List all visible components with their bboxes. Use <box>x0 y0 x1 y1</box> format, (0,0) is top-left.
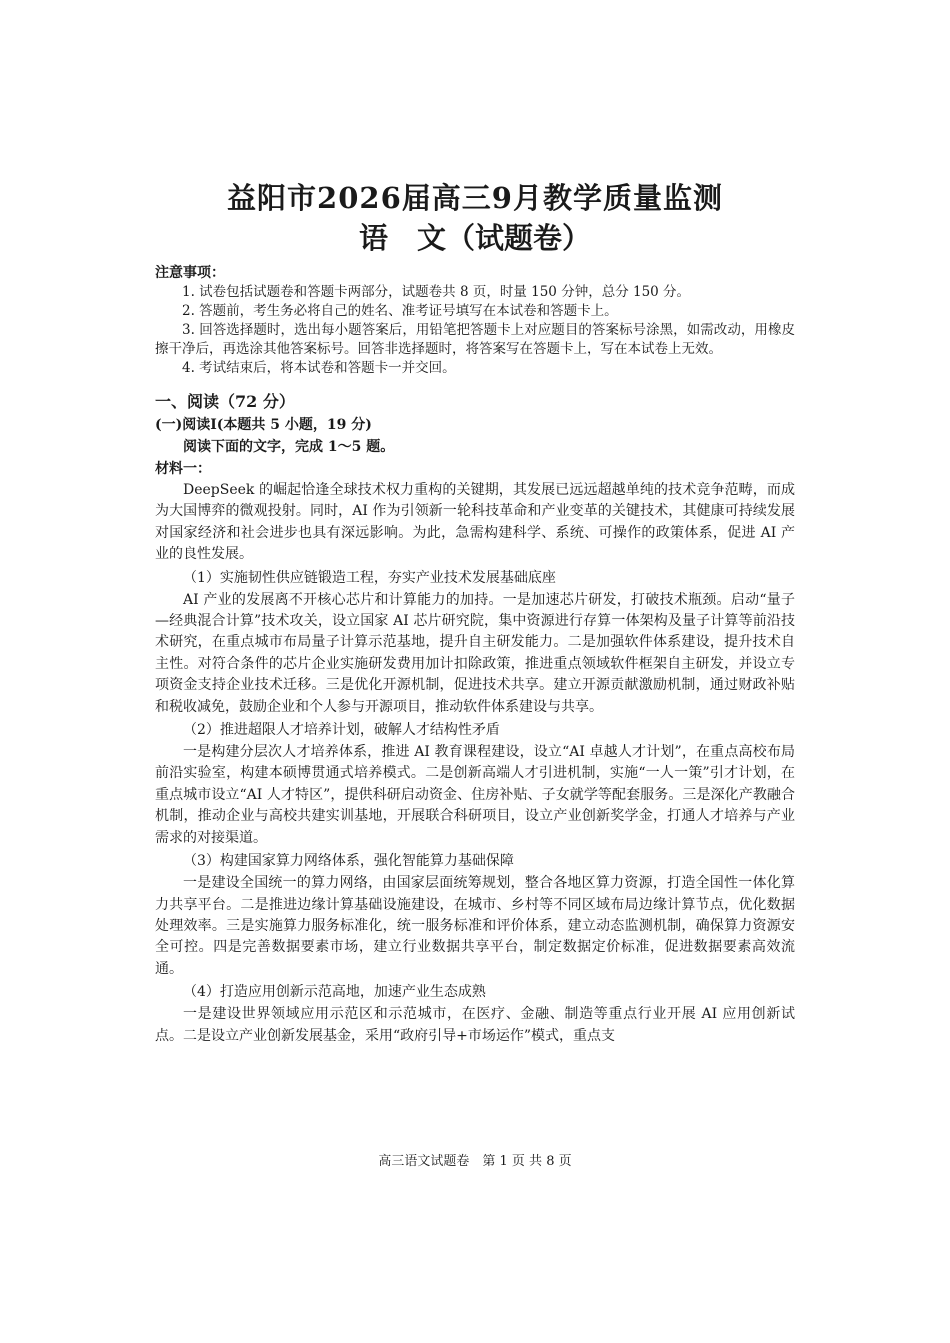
material-label: 材料一： <box>155 461 211 477</box>
point-body: 一是建设世界领域应用示范区和示范城市，在医疗、金融、制造等重点行业开展 AI 应用创新试点。二是设立产业创新发展基金，采用“政府引导+市场运作”模式，重点支 <box>155 1006 795 1044</box>
material-intro: DeepSeek 的崛起恰逢全球技术权力重构的关键期，其发展已远远超越单纯的技术竞争范畴，而成为大国博弈的微观投射。同时，AI 作为引领新一轮科技革命和产业变革的关键技术，其健康可持续发展对国家经济和社会进步也具有深远影响。为此，急需构建科学、系统、可操作的政策体系，促进 AI 产业的良性发展。 <box>155 482 795 563</box>
point-body: 一是建设全国统一的算力网络，由国家层面统筹规划，整合各地区算力资源，打造全国性一体化算力共享平台。二是推进边缘计算基础设施建设，在城市、乡村等不同区域布局边缘计算节点，优化数据处理效率。三是实施算力服务标准化，统一服务标准和评价体系，建立动态监测机制，确保算力资源安全可控。四是完善数据要素市场，建立行业数据共享平台，制定数据定价标准，促进数据要素高效流通。 <box>155 875 795 977</box>
subsection-heading: (一)阅读Ⅰ(本题共 5 小题，19 分) <box>155 417 372 433</box>
reading-instruction: 阅读下面的文字，完成 1～5 题。 <box>183 439 395 455</box>
notice-block <box>155 264 795 378</box>
notice-heading: 注意事项： <box>155 265 225 281</box>
notice-item: 4. 考试结束后，将本试卷和答题卡一并交回。 <box>182 360 456 376</box>
notice-item: 3. 回答选择题时，选出每小题答案后，用铅笔把答题卡上对应题目的答案标号涂黑，如需改动，用橡皮擦干净后，再选涂其他答案标号。回答非选择题时，将答案写在答题卡上，写在本试卷上无效。 <box>155 322 795 357</box>
point-heading: （2）推进超限人才培养计划，破解人才结构性矛盾 <box>183 722 500 739</box>
exam-subtitle: 语 文（试题卷） <box>358 221 591 255</box>
exam-title: 益阳市2026届高三9月教学质量监测 <box>227 181 723 215</box>
notice-item: 2. 答题前，考生务必将自己的姓名、准考证号填写在本试卷和答题卡上。 <box>182 303 618 319</box>
point-heading: （1）实施韧性供应链锻造工程，夯实产业技术发展基础底座 <box>183 569 556 586</box>
point-body: 一是构建分层次人才培养体系，推进 AI 教育课程建设，设立“AI 卓越人才计划”，在重点高校布局前沿实验室，构建本硕博贯通式培养模式。二是创新高端人才引进机制，实施“一人一策”引才计划，在重点城市设立“AI 人才特区”，提供科研启动资金、住房补贴、子女就学等配套服务。三是深化产教融合机制，推动企业与高校共建实训基地，开展联合科研项目，设立产业创新奖学金，打通人才培养与产业需求的对接渠道。 <box>155 744 795 846</box>
section-heading: 一、阅读（72 分） <box>155 392 295 411</box>
point-heading: （3）构建国家算力网络体系，强化智能算力基础保障 <box>183 853 514 870</box>
page-footer: 高三语文试题卷 第 1 页 共 8 页 <box>378 1154 572 1169</box>
page-content <box>155 178 795 1047</box>
point-heading: （4）打造应用创新示范高地，加速产业生态成熟 <box>183 984 486 1001</box>
point-body: AI 产业的发展离不开核心芯片和计算能力的加持。一是加速芯片研发，打破技术瓶颈。启动“量子—经典混合计算”技术攻关，设立国家 AI 芯片研究院，集中资源进行存算一体架构及量子计算等前沿技术研究，在重点城市布局量子计算示范基地，提升自主研发能力。二是加强软件体系建设，提升技术自主性。对符合条件的芯片企业实施研发费用加计扣除政策，推进重点领域软件框架自主研发，并设立专项资金支持企业技术迁移。三是优化开源机制，促进技术共享。建立开源贡献激励机制，通过财政补贴和税收减免，鼓励企业和个人参与开源项目，推动软件体系建设与共享。 <box>155 591 795 715</box>
notice-item: 1. 试卷包括试题卷和答题卡两部分，试题卷共 8 页，时量 150 分钟，总分 150 分。 <box>182 284 691 300</box>
